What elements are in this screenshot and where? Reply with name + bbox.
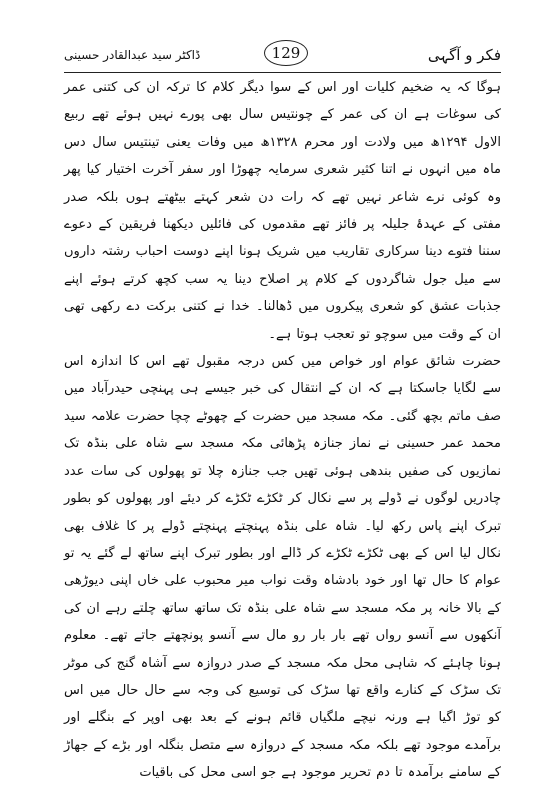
page-header [64, 40, 501, 70]
paragraph-2: حضرت شائق عوام اور خواص میں کس درجہ مقبول تھے اس کا اندازہ اس سے لگایا جاسکتا ہے کہ ان کے انتقال کی خبر جیسے ہی پہنچی حیدرآباد میں صف ماتم بچھ گئی۔ مکہ مسجد میں حضرت کے چھوٹے چچا حضرت علامہ سید محمد عمر حسینی نے نماز جنازہ پڑھائی مکہ مسجد سے شاہ علی بنڈہ تک نمازیوں کی صفیں بندھی ہوئی تھیں جب جنازہ چلا تو پھولوں کی سات عدد چادریں لوگوں نے ڈولے پر سے نکال کر ٹکڑے ٹکڑے کر دیئے اور پھولوں کو بطور تبرک اپنے پاس رکھ لیا۔ شاہ علی بنڈہ پہنچتے پہنچتے ڈولے پر کا غلاف بھی نکال لیا اس کے بھی ٹکڑے ٹکڑے کر ڈالے اور بطور تبرک اپنے ساتھ لے گئے یہ تو عوام کا حال تھا اور خود بادشاہ وقت نواب میر محبوب علی خاں اپنی دیوڑھی کے بالا خانہ پر مکہ مسجد سے شاہ علی بنڈہ تک ساتھ ساتھ چلتے رہے ان کی آنکھوں سے آنسو رواں تھے بار بار رو مال سے آنسو پونچھتے جاتے تھے۔ معلوم ہونا چاہئے کہ شاہی محل مکہ مسجد کے صدر دروازہ سے آشاہ گنج کی موٹر تک سڑک کے کنارے واقع تھا سڑک کی توسیع کی وجہ سے حال حال میں اس کو توڑ اگیا ہے ورنہ نیچے ملگیاں قائم ہونے کے بعد بھی اوپر کے بنگلے اور برآمدے موجود تھے بلکہ مکہ مسجد کے دروازہ سے متصل بنگلہ اور بڑے کے جھاڑ کے سامنے برآمدہ تا دم تحریر موجود ہے جو اسی محل کی باقیات [64, 354, 501, 781]
paragraph-1: ہوگا کہ یہ ضخیم کلیات اور اس کے سوا دیگر کلام کا ترکہ ان کی کتنی عمر کی سوغات ہے ان کی عمر کے چونتیس سال بھی پورے نہیں ہوئے تھے ربیع الاول ۱۲۹۴ھ میں ولادت اور محرم ۱۳۲۸ھ میں وفات یعنی تینتیس سال دس ماہ میں انہوں نے اتنا کثیر شعری سرمایہ چھوڑا اور سفر آخرت اختیار کیا پھر وہ کوئی نرے شاعر نہیں تھے کہ رات دن شعر کہتے بیٹھتے ہوں بلکہ صدر مفتی کے عہدۂ جلیلہ پر فائز تھے مقدموں کی فائلیں دیکھنا فریقین کے دعوے سننا فتوے دینا سرکاری تقاریب میں شریک ہونا اپنے دوست احباب رشتہ داروں سے میل جول شاگردوں کے کلام پر اصلاح دینا یہ سب کچھ کرتے ہوئے اپنے جذبات عشق کو شعری پیکروں میں ڈھالنا۔ خدا نے کتنی برکت دے رکھی تھی ان کے وقت میں سوچو تو تعجب ہوتا ہے۔ [64, 80, 501, 342]
header-divider [64, 72, 501, 73]
book-title: فکر و آگہی [427, 46, 501, 64]
author-name: ڈاکٹر سید عبدالقادر حسینی [64, 48, 201, 62]
page-body [64, 74, 501, 787]
page-number: 129 [264, 40, 308, 66]
